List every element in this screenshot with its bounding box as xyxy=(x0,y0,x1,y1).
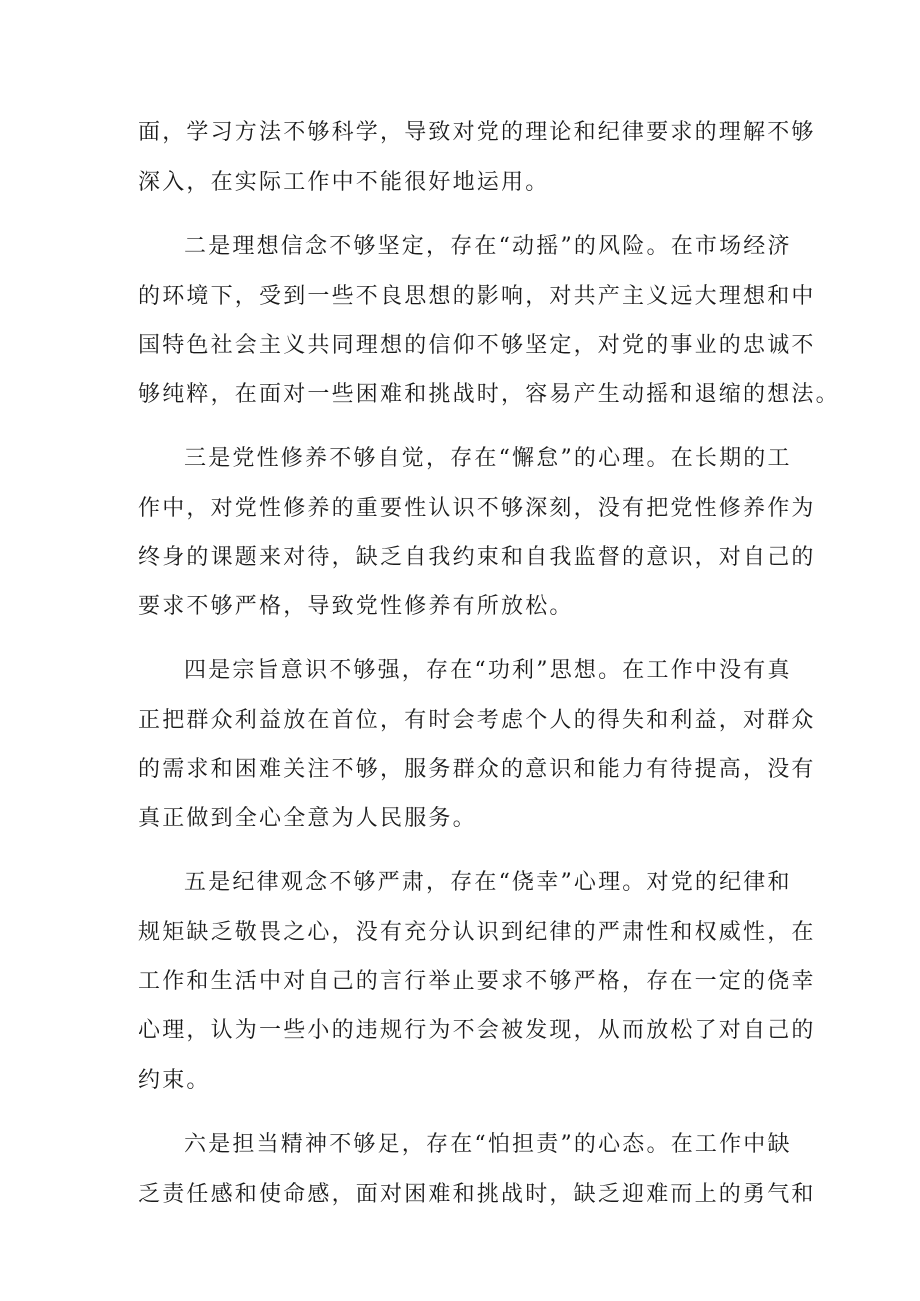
paragraph-3-line-3: 终身的课题来对待，缺乏自我约束和自我监督的意识，对自己的 xyxy=(138,545,816,570)
paragraph-5-line-1: 五是纪律观念不够严肃，存在“侥幸”心理。对党的纪律和 xyxy=(184,870,792,895)
paragraph-3-line-4: 要求不够严格，导致党性修养有所放松。 xyxy=(138,594,574,619)
paragraph-6-line-2: 乏责任感和使命感，面对困难和挑战时，缺乏迎难而上的勇气和 xyxy=(138,1182,816,1207)
paragraph-5-line-2: 规矩缺乏敬畏之心，没有充分认识到纪律的严肃性和权威性，在 xyxy=(138,920,816,945)
paragraph-5-line-5: 约束。 xyxy=(138,1068,211,1093)
paragraph-1-line-2: 深入，在实际工作中不能很好地运用。 xyxy=(138,170,550,195)
paragraph-2-line-4: 够纯粹，在面对一些困难和挑战时，容易产生动摇和退缩的想法。 xyxy=(138,382,840,407)
paragraph-3-line-1: 三是党性修养不够自觉，存在“懈怠”的心理。在长期的工 xyxy=(184,446,792,471)
paragraph-1-line-1: 面，学习方法不够科学，导致对党的理论和纪律要求的理解不够 xyxy=(138,120,816,145)
paragraph-4-line-2: 正把群众利益放在首位，有时会考虑个人的得失和利益，对群众 xyxy=(138,708,816,733)
paragraph-2-line-1: 二是理想信念不够坚定，存在“动摇”的风险。在市场经济 xyxy=(184,234,792,259)
paragraph-4-line-1: 四是宗旨意识不够强，存在“功利”思想。在工作中没有真 xyxy=(184,658,792,683)
paragraph-4-line-3: 的需求和困难关注不够，服务群众的意识和能力有待提高，没有 xyxy=(138,757,816,782)
paragraph-2-line-3: 国特色社会主义共同理想的信仰不够坚定，对党的事业的忠诚不 xyxy=(138,333,816,358)
paragraph-5-line-3: 工作和生活中对自己的言行举止要求不够严格，存在一定的侥幸 xyxy=(138,969,816,994)
paragraph-2-line-2: 的环境下，受到一些不良思想的影响，对共产主义远大理想和中 xyxy=(138,284,816,309)
paragraph-4-line-4: 真正做到全心全意为人民服务。 xyxy=(138,806,477,831)
paragraph-6-line-1: 六是担当精神不够足，存在“怕担责”的心态。在工作中缺 xyxy=(184,1132,792,1157)
paragraph-3-line-2: 作中，对党性修养的重要性认识不够深刻，没有把党性修养作为 xyxy=(138,496,816,521)
paragraph-5-line-4: 心理，认为一些小的违规行为不会被发现，从而放松了对自己的 xyxy=(138,1018,816,1043)
